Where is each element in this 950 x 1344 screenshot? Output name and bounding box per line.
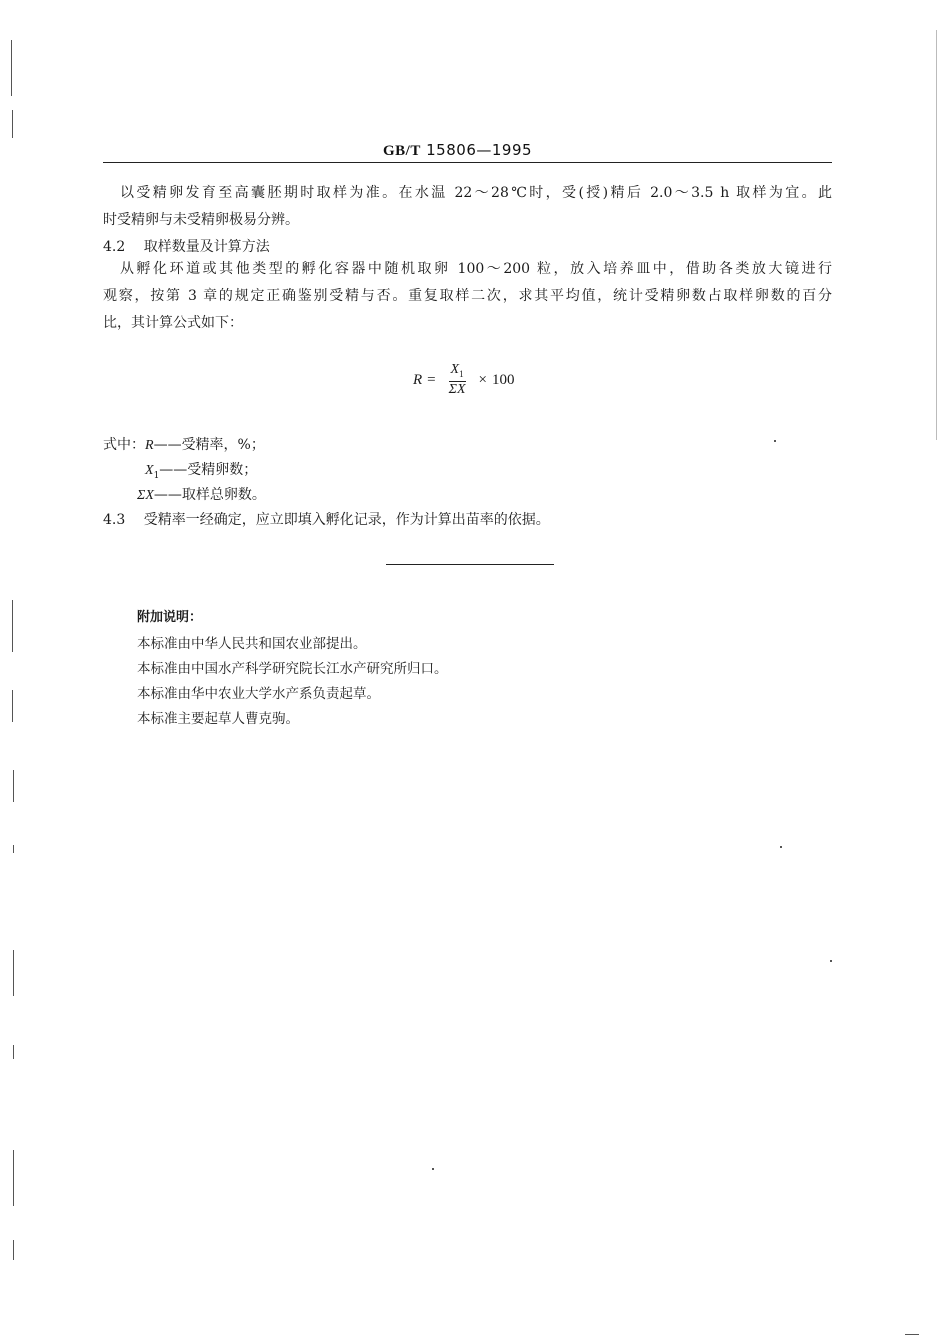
definition-line: [103, 436, 265, 455]
scan-margin-mark: [11, 40, 12, 96]
scan-margin-mark: [13, 1150, 14, 1206]
definition-line: [145, 461, 257, 485]
where-prefix: 式中：: [103, 437, 145, 453]
end-of-text-rule: [386, 564, 554, 565]
definition-subscript: 1: [153, 470, 160, 481]
appendix-title: 附加说明：: [137, 610, 203, 625]
formula-fraction: [447, 362, 468, 399]
definition-symbol: X: [145, 463, 154, 478]
definition-symbol: ΣX: [137, 488, 154, 503]
scan-margin-mark: [13, 845, 14, 853]
scan-margin-mark: [12, 600, 13, 652]
side-standard-code: [900, 118, 924, 358]
definition-text: ——取样总卵数。: [153, 487, 266, 503]
scan-margin-mark: [12, 110, 13, 138]
scan-speck: [830, 960, 832, 962]
header-rule: [103, 162, 832, 163]
section-heading: [103, 238, 270, 256]
header-code-number: 15806—1995: [426, 141, 533, 159]
section-number: 4.2: [103, 239, 126, 255]
section-paragraph: [103, 511, 550, 529]
definition-text: ——受精卵数；: [159, 462, 258, 478]
definition-text: ——受精率，%；: [153, 437, 265, 453]
formula-denominator: ΣX: [448, 382, 466, 398]
formula-lhs: R: [413, 371, 423, 388]
section-title: 取样数量及计算方法: [143, 239, 270, 255]
scan-speck: [774, 440, 776, 442]
scan-speck: [432, 1168, 434, 1170]
scan-margin-mark: [13, 950, 14, 996]
scan-margin-mark: [13, 1045, 14, 1059]
formula: [413, 360, 514, 400]
appendix-line: 本标准由中国水产科学研究院长江水产研究所归口。: [137, 661, 448, 677]
scan-speck: [780, 846, 782, 848]
page-header: [383, 141, 532, 160]
section-number: 4.3: [103, 512, 126, 528]
appendix-line: 本标准由中华人民共和国农业部提出。: [137, 636, 367, 652]
scan-speck: [905, 1334, 919, 1335]
body-text-line: 以受精卵发育至高囊胚期时取样为准。在水温 22～28℃时，受(授)精后 2.0～3.5 h 取样为宜。此: [120, 185, 832, 201]
scan-margin-mark: [13, 770, 14, 802]
definition-symbol: R: [145, 438, 154, 453]
appendix-line: 本标准主要起草人曹克驹。: [137, 711, 299, 727]
body-text-line: 观察，按第 3 章的规定正确鉴别受精与否。重复取样二次，求其平均值，统计受精卵数占取样卵数的百分: [103, 288, 832, 304]
scan-margin-mark: [936, 30, 937, 440]
header-code-prefix: GB/T: [383, 143, 421, 159]
definition-line: [137, 486, 266, 505]
appendix-line: 本标准由华中农业大学水产系负责起草。: [137, 686, 380, 702]
body-text-line: 从孵化环道或其他类型的孵化容器中随机取卵 100～200 粒，放入培养皿中，借助各类放大镜进行: [120, 261, 832, 277]
formula-times: ×: [478, 371, 487, 388]
formula-constant: 100: [491, 371, 515, 388]
formula-numerator: $X_1$: [449, 362, 466, 383]
scan-margin-mark: [13, 1240, 14, 1260]
body-text-line: 比，其计算公式如下：: [103, 315, 243, 331]
formula-equals: =: [427, 371, 436, 388]
section-text: 受精率一经确定，应立即填入孵化记录，作为计算出苗率的依据。: [143, 512, 550, 528]
scan-margin-mark: [12, 690, 13, 722]
body-text-line: 时受精卵与未受精卵极易分辨。: [103, 212, 299, 228]
